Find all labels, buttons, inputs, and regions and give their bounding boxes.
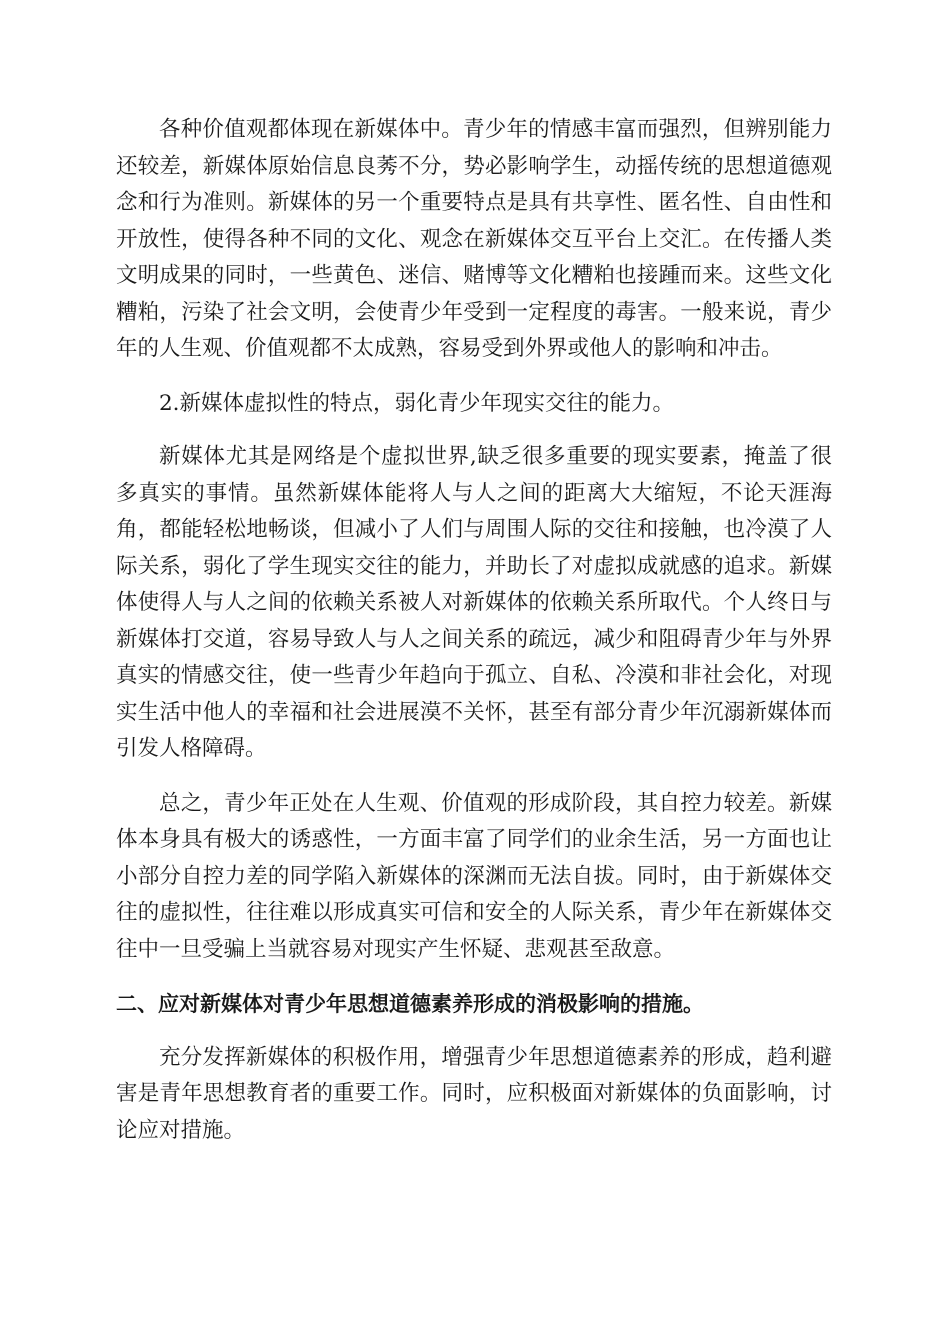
paragraph-values-influence: 各种价值观都体现在新媒体中。青少年的情感丰富而强烈，但辨别能力还较差，新媒体原始信息良莠不分，势必影响学生，动摇传统的思想道德观念和行为准则。新媒体的另一个重要特点是具有共享性、匿名性、自由性和开放性，使得各种不同的文化、观念在新媒体交互平台上交汇。在传播人类文明成果的同时，一些黄色、迷信、赌博等文化糟粕也接踵而来。这些文化糟粕，污染了社会文明，会使青少年受到一定程度的毒害。一般来说，青少年的人生观、价值观都不太成熟，容易受到外界或他人的影响和冲击。 [116, 117, 832, 361]
document-page [116, 112, 832, 1167]
section-heading: 二、应对新媒体对青少年思想道德素养形成的消极影响的措施。 [116, 992, 704, 1016]
paragraph-summary: 总之，青少年正处在人生观、价值观的形成阶段，其自控力较差。新媒体本身具有极大的诱惑性，一方面丰富了同学们的业余生活，另一方面也让小部分自控力差的同学陷入新媒体的深渊而无法自拔。同时，由于新媒体交往的虚拟性，往往难以形成真实可信和安全的人际关系，青少年在新媒体交往中一旦受骗上当就容易对现实产生怀疑、悲观甚至敌意。 [116, 790, 832, 962]
paragraph-virtual-world: 新媒体尤其是网络是个虚拟世界,缺乏很多重要的现实要素，掩盖了很多真实的事情。虽然新媒体能将人与人之间的距离大大缩短，不论天涯海角，都能轻松地畅谈，但减小了人们与周围人际的交往和接触，也冷漠了人际关系，弱化了学生现实交往的能力，并助长了对虚拟成就感的追求。新媒体使得人与人之间的依赖关系被人对新媒体的依赖关系所取代。个人终日与新媒体打交道，容易导致人与人之间关系的疏远，减少和阻碍青少年与外界真实的情感交往，使一些青少年趋向于孤立、自私、冷漠和非社会化，对现实生活中他人的幸福和社会进展漠不关怀，甚至有部分青少年沉溺新媒体而引发人格障碍。 [116, 444, 832, 761]
paragraph-subheading-virtuality: 2.新媒体虚拟性的特点，弱化青少年现实交往的能力。 [159, 390, 675, 416]
paragraph-closing: 充分发挥新媒体的积极作用，增强青少年思想道德素养的形成，趋利避害是青年思想教育者的重要工作。同时，应积极面对新媒体的负面影响，讨论应对措施。 [116, 1044, 832, 1143]
